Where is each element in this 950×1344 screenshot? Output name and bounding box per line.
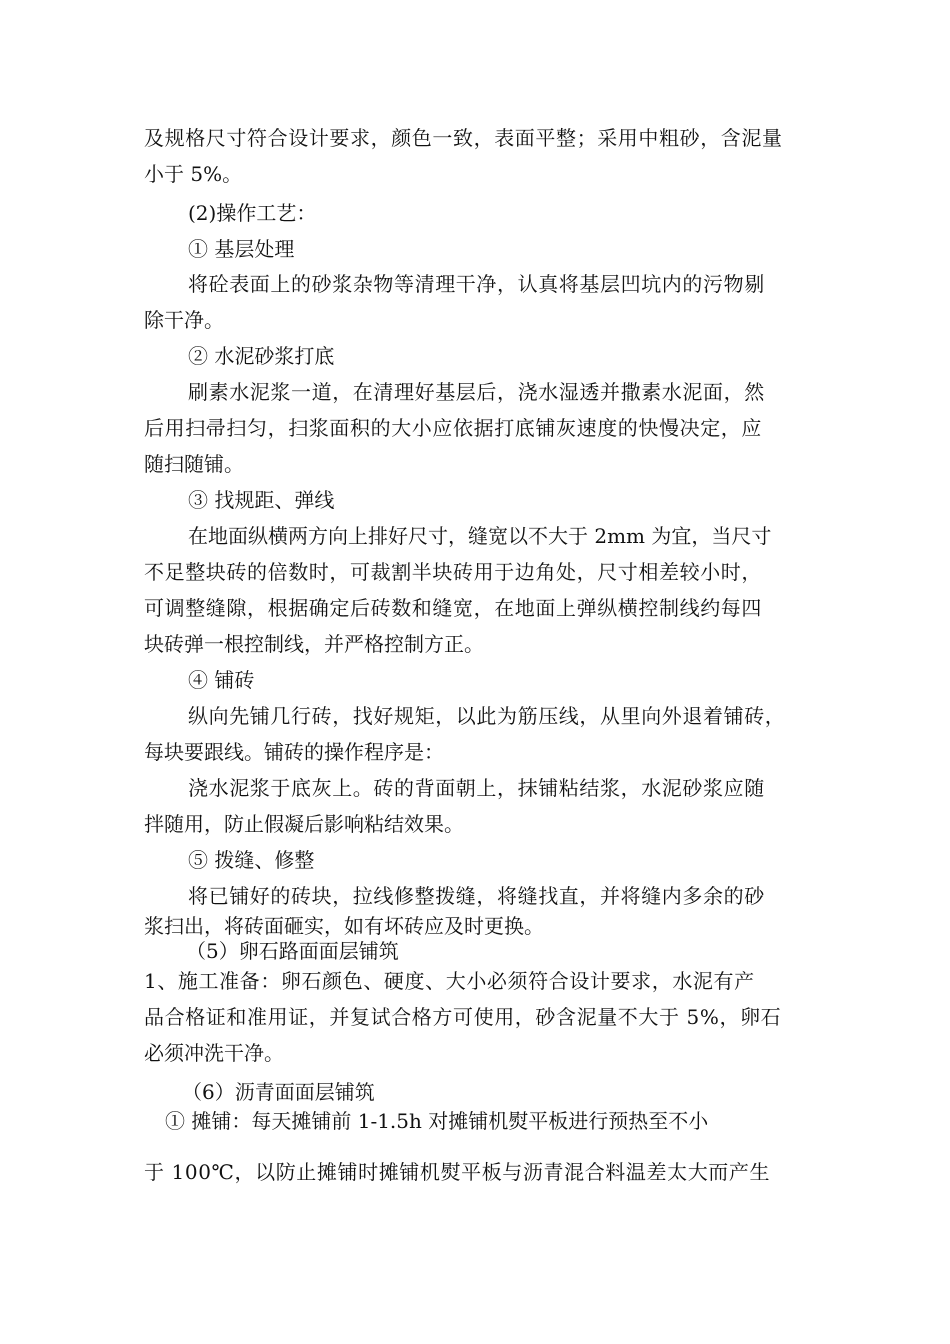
paragraph-line: 在地面纵横两方向上排好尺寸，缝宽以不大于 2mm 为宜，当尺寸: [188, 524, 772, 548]
step-heading: ① 基层处理: [188, 237, 295, 261]
paragraph-line: 于 100℃，以防止摊铺时摊铺机熨平板与沥青混合料温差太大而产生: [144, 1160, 771, 1184]
paragraph-line: 小于 5%。: [144, 162, 243, 186]
paragraph-line: 必须冲洗干净。: [144, 1041, 284, 1065]
paragraph-line: 品合格证和准用证，并复试合格方可使用，砂含泥量不大于 5%，卵石: [144, 1005, 782, 1029]
paragraph-line: 浇水泥浆于底灰上。砖的背面朝上，抹铺粘结浆，水泥砂浆应随: [188, 776, 765, 800]
step-heading: ④ 铺砖: [188, 668, 255, 692]
paragraph-line: 块砖弹一根控制线，并严格控制方正。: [144, 632, 484, 656]
paragraph-line: 可调整缝隙，根据确定后砖数和缝宽，在地面上弹纵横控制线约每四: [144, 596, 762, 620]
step-heading: ③ 找规距、弹线: [188, 488, 335, 512]
paragraph-line: 浆扫出，将砖面砸实，如有坏砖应及时更换。: [144, 914, 544, 938]
paragraph-line: 拌随用，防止假凝后影响粘结效果。: [144, 812, 464, 836]
paragraph-line: 后用扫帚扫匀，扫浆面积的大小应依据打底铺灰速度的快慢决定，应: [144, 416, 762, 440]
section-heading: （6）沥青面面层铺筑: [182, 1080, 375, 1104]
paragraph-line: 1、施工准备：卵石颜色、硬度、大小必须符合设计要求，水泥有产: [144, 969, 755, 993]
paragraph-line: 及规格尺寸符合设计要求，颜色一致，表面平整；采用中粗砂，含泥量: [144, 126, 783, 150]
paragraph-line: 随扫随铺。: [144, 452, 244, 476]
paragraph-line: 除干净。: [144, 308, 224, 332]
paragraph-line: 不足整块砖的倍数时，可裁割半块砖用于边角处，尺寸相差较小时，: [144, 560, 762, 584]
paragraph-line: 将砼表面上的砂浆杂物等清理干净，认真将基层凹坑内的污物剔: [188, 272, 765, 296]
step-heading: ② 水泥砂浆打底: [188, 344, 335, 368]
section-heading: （5）卵石路面面层铺筑: [186, 939, 399, 963]
paragraph-line: 刷素水泥浆一道，在清理好基层后，浇水湿透并撒素水泥面，然: [188, 380, 765, 404]
section-heading: (2)操作工艺：: [188, 201, 317, 225]
paragraph-line: 每块要跟线。铺砖的操作程序是：: [144, 740, 444, 764]
paragraph-line: 将已铺好的砖块，拉线修整拨缝，将缝找直，并将缝内多余的砂: [188, 884, 765, 908]
paragraph-line: ① 摊铺：每天摊铺前 1-1.5h 对摊铺机熨平板进行预热至不小: [165, 1109, 709, 1133]
paragraph-line: 纵向先铺几行砖，找好规矩，以此为筋压线，从里向外退着铺砖，: [188, 704, 786, 728]
step-heading: ⑤ 拨缝、修整: [188, 848, 315, 872]
